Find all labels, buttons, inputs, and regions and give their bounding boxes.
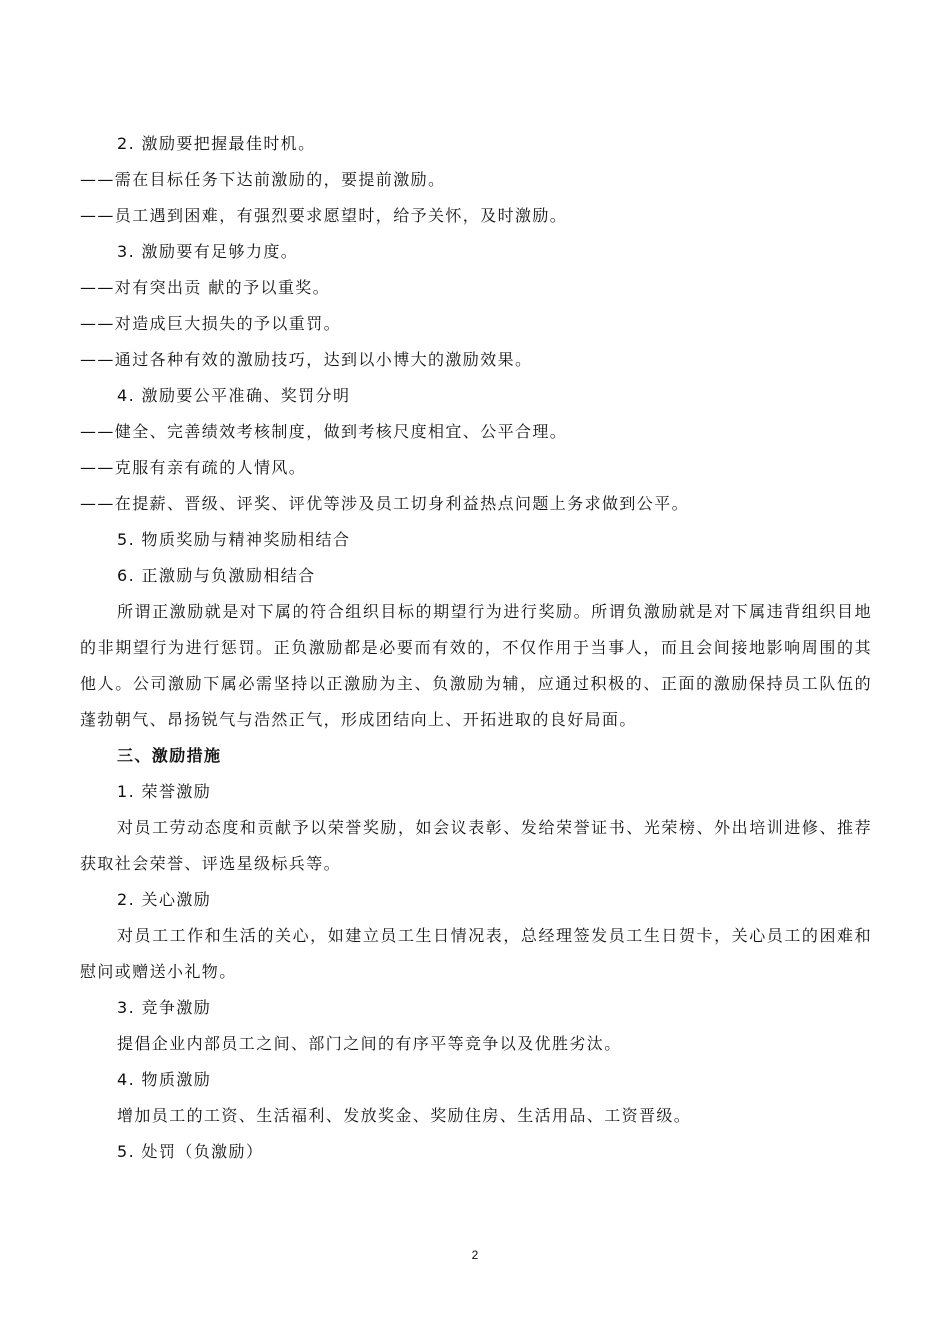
list-item: 4. 物质激励 [117,1070,212,1089]
list-item: 4. 激励要公平准确、奖罚分明 [117,386,351,405]
paragraph: 增加员工的工资、生活福利、发放奖金、奖励住房、生活用品、工资晋级。 [117,1106,692,1125]
page-number: 2 [471,1248,479,1262]
section-heading: 三、激励措施 [117,746,222,765]
paragraph: 对员工工作和生活的关心，如建立员工生日情况表，总经理签发员工生日贺卡，关心员工的困难和慰问或赠送小礼物。 [80,926,872,981]
dash-item: ——通过各种有效的激励技巧，达到以小博大的激励效果。 [80,350,533,369]
list-item: 2. 关心激励 [117,890,212,909]
list-item: 3. 激励要有足够力度。 [117,242,299,261]
paragraph: 提倡企业内部员工之间、部门之间的有序平等竞争以及优胜劣汰。 [117,1034,622,1053]
dash-item: ——对有突出贡 献的予以重奖。 [80,278,331,297]
list-item: 3. 竞争激励 [117,998,212,1017]
list-item: 6. 正激励与负激励相结合 [117,566,316,585]
list-item: 2. 激励要把握最佳时机。 [117,134,316,153]
dash-item: ——对造成巨大损失的予以重罚。 [80,314,342,333]
dash-item: ——员工遇到困难，有强烈要求愿望时，给予关怀，及时激励。 [80,206,568,225]
paragraph: 所谓正激励就是对下属的符合组织目标的期望行为进行奖励。所谓负激励就是对下属违背组织目地的非期望行为进行惩罚。正负激励都是必要而有效的，不仅作用于当事人，而且会间接地影响周围的其他人。公司激励下属必需坚持以正激励为主、负激励为辅，应通过积极的、正面的激励保持员工队伍的蓬勃朝气、昂扬锐气与浩然正气，形成团结向上、开拓进取的良好局面。 [80,602,872,729]
document-body [80,126,872,1170]
list-item: 5. 处罚（负激励） [117,1142,264,1161]
dash-item: ——克服有亲有疏的人情风。 [80,458,307,477]
dash-item: ——需在目标任务下达前激励的，要提前激励。 [80,170,446,189]
paragraph: 对员工劳动态度和贡献予以荣誉奖励，如会议表彰、发给荣誉证书、光荣榜、外出培训进修、推荐获取社会荣誉、评选星级标兵等。 [80,818,872,873]
list-item: 5. 物质奖励与精神奖励相结合 [117,530,351,549]
dash-item: ——健全、完善绩效考核制度，做到考核尺度相宜、公平合理。 [80,422,568,441]
list-item: 1. 荣誉激励 [117,782,212,801]
dash-item: ——在提薪、晋级、评奖、评优等涉及员工切身利益热点问题上务求做到公平。 [80,494,690,513]
